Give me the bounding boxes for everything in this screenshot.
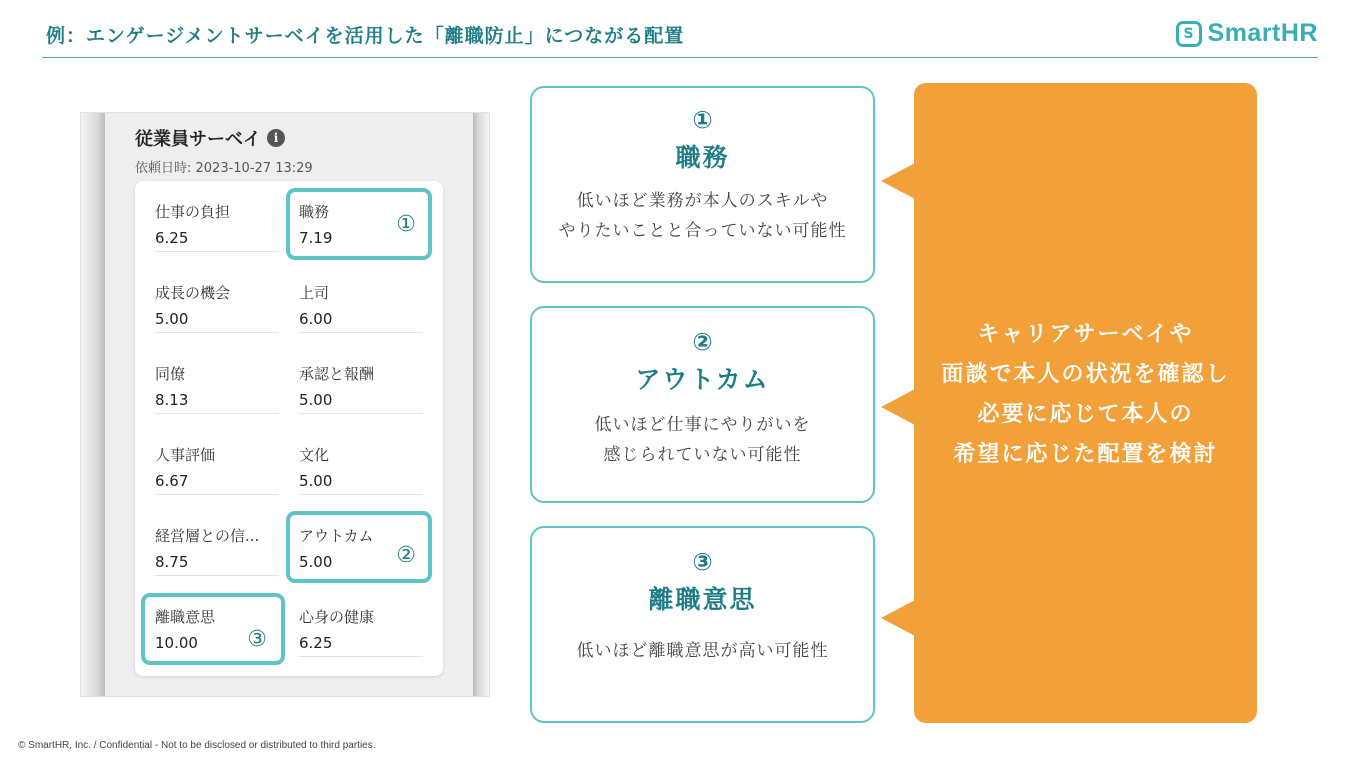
highlight-turnover-intent (141, 593, 285, 665)
metric-value: 5.00 (299, 472, 333, 490)
metric-workload (155, 181, 279, 247)
s-icon: S (1176, 21, 1202, 47)
metric-label: 文化 (299, 446, 330, 464)
metric-label: 承認と報酬 (299, 365, 375, 383)
marker-2: ② (396, 543, 416, 568)
pointer-arrow-3 (881, 600, 915, 636)
survey-screenshot (80, 112, 490, 697)
logo-text: SmartHR (1207, 19, 1318, 47)
survey-date: 依頼日時: 2023-10-27 13:29 (135, 161, 313, 176)
action-text (914, 315, 1257, 475)
survey-title (135, 125, 285, 151)
metric-value: 5.00 (155, 310, 189, 328)
callout-outcome (530, 306, 875, 503)
action-line: 希望に応じた配置を検討 (953, 442, 1218, 467)
metric-wellbeing (299, 586, 423, 652)
callout-heading: 職務 (675, 143, 730, 172)
callout-desc (532, 186, 873, 246)
callout-desc (532, 636, 873, 666)
metric-underline (155, 575, 279, 576)
metric-value: 6.25 (155, 229, 189, 247)
marker-1: ① (396, 212, 416, 237)
metric-colleagues (155, 343, 279, 409)
callout-number: ② (692, 328, 713, 356)
callout-desc-line: やりたいことと合っていない可能性 (558, 221, 847, 241)
highlight-job (286, 188, 432, 260)
info-icon[interactable]: i (267, 129, 285, 147)
metric-underline (155, 251, 279, 252)
metric-evaluation (155, 424, 279, 490)
callout-job (530, 86, 875, 283)
footer-copyright: © SmartHR, Inc. / Confidential - Not to be disclosed or distributed to third parties. (18, 740, 376, 751)
metric-underline (299, 494, 423, 495)
pointer-arrow-1 (881, 163, 915, 199)
metric-underline (299, 413, 423, 414)
callout-desc-line: 低いほど業務が本人のスキルや (576, 191, 829, 211)
callout-desc (532, 410, 873, 470)
screenshot-edge-right (473, 113, 489, 696)
metric-underline (299, 332, 423, 333)
callout-heading: アウトカム (635, 365, 770, 394)
header-divider (42, 57, 1318, 58)
pointer-arrow-2 (881, 389, 915, 425)
survey-title-text: 従業員サーベイ (135, 129, 261, 150)
slide-title: 例：エンゲージメントサーベイを活用した「離職防止」につながる配置 (46, 25, 685, 47)
action-panel (914, 83, 1257, 723)
metric-underline (155, 332, 279, 333)
callout-turnover-intent (530, 526, 875, 723)
metric-manager (299, 262, 423, 328)
metric-underline (299, 656, 423, 657)
action-line: 面談で本人の状況を確認し (941, 362, 1230, 387)
metric-label: 成長の機会 (155, 284, 231, 302)
screenshot-edge-left (81, 113, 105, 696)
metric-label: 仕事の負担 (155, 203, 231, 221)
metric-label: 上司 (299, 284, 330, 302)
smarthr-logo (1176, 19, 1318, 48)
survey-metrics-card (135, 181, 443, 676)
metric-value: 6.00 (299, 310, 333, 328)
metric-leadership-trust (155, 505, 279, 571)
metric-culture (299, 424, 423, 490)
metric-label: 心身の健康 (299, 608, 375, 626)
metric-value: 5.00 (299, 553, 333, 571)
action-line: 必要に応じて本人の (977, 402, 1194, 427)
metric-label: 経営層との信... (155, 527, 260, 545)
callout-number: ③ (692, 548, 713, 576)
callout-desc-line: 低いほど仕事にやりがいを (594, 415, 811, 435)
metric-label: 職務 (299, 203, 330, 221)
metric-label: 離職意思 (155, 608, 216, 626)
callout-heading: 離職意思 (648, 585, 757, 614)
metric-value: 6.25 (299, 634, 333, 652)
metric-recognition (299, 343, 423, 409)
marker-3: ③ (247, 627, 267, 652)
metric-value: 8.75 (155, 553, 189, 571)
metric-label: 同僚 (155, 365, 186, 383)
metric-growth (155, 262, 279, 328)
metric-value: 6.67 (155, 472, 189, 490)
callout-number: ① (692, 106, 713, 134)
metric-value: 5.00 (299, 391, 333, 409)
metric-underline (155, 494, 279, 495)
metric-value: 8.13 (155, 391, 189, 409)
metric-underline (155, 413, 279, 414)
callout-desc-line: 低いほど離職意思が高い可能性 (576, 641, 829, 661)
highlight-outcome (286, 511, 432, 583)
callout-desc-line: 感じられていない可能性 (603, 445, 802, 465)
metric-label: アウトカム (299, 527, 374, 545)
metric-label: 人事評価 (155, 446, 216, 464)
metric-value: 7.19 (299, 229, 333, 247)
action-line: キャリアサーベイや (977, 322, 1194, 347)
metric-value: 10.00 (155, 634, 198, 652)
